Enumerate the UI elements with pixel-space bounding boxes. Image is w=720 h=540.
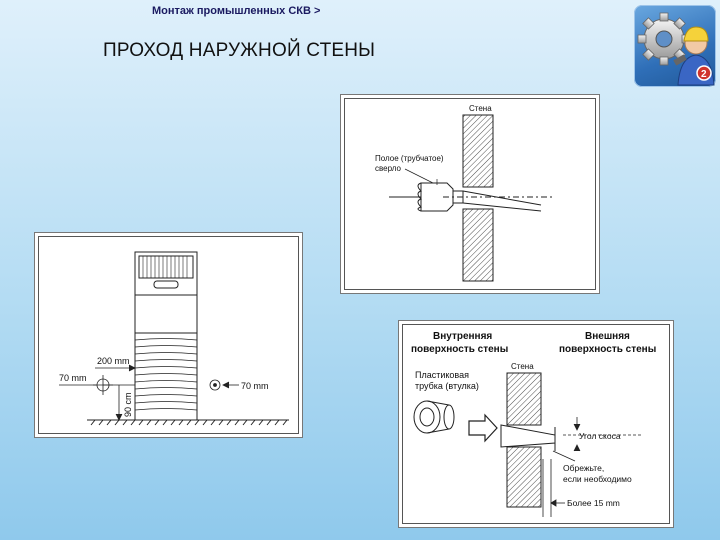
- wall-section: [463, 115, 493, 281]
- bevel-label: Угол скоса: [579, 431, 621, 441]
- inner-surface-line2: поверхность стены: [411, 344, 509, 355]
- tube-label-line1: Пластиковая: [415, 370, 469, 380]
- sleeve-installation-diagram: [402, 324, 670, 524]
- dim-right-label: 70 mm: [241, 381, 269, 391]
- tube-label-line2: трубка (втулка): [415, 381, 479, 391]
- cut-label-line2: если необходимо: [563, 474, 632, 484]
- drill-label-line2: сверло: [375, 164, 401, 173]
- breadcrumb[interactable]: Монтаж промышленных СКВ >: [152, 5, 321, 17]
- more-than-label: Более 15 mm: [567, 498, 620, 508]
- insert-arrow-icon: [469, 415, 497, 441]
- dim-top-label: 200 mm: [97, 356, 130, 366]
- dim-left-label: 70 mm: [59, 373, 87, 383]
- page-title: ПРОХОД НАРУЖНОЙ СТЕНЫ: [103, 40, 376, 61]
- floor: [87, 420, 289, 425]
- drill-label-line1: Полое (трубчатое): [375, 154, 444, 163]
- sleeve-icon: [414, 401, 454, 433]
- outer-surface-line1: Внешняя: [585, 331, 630, 342]
- wall-drilling-diagram: [344, 98, 596, 290]
- svg-text:2: 2: [701, 69, 707, 80]
- unit-clearance-diagram: [38, 236, 299, 434]
- logo-icon: [634, 5, 716, 87]
- wall-label: Стена: [469, 104, 492, 113]
- dim-height-label: 90 cm: [123, 392, 133, 417]
- wall-label-2: Стена: [511, 362, 534, 371]
- indoor-unit: [135, 252, 197, 420]
- outer-surface-line2: поверхность стены: [559, 344, 657, 355]
- inner-surface-line1: Внутренняя: [433, 331, 493, 342]
- cut-label-line1: Обрежьте,: [563, 463, 605, 473]
